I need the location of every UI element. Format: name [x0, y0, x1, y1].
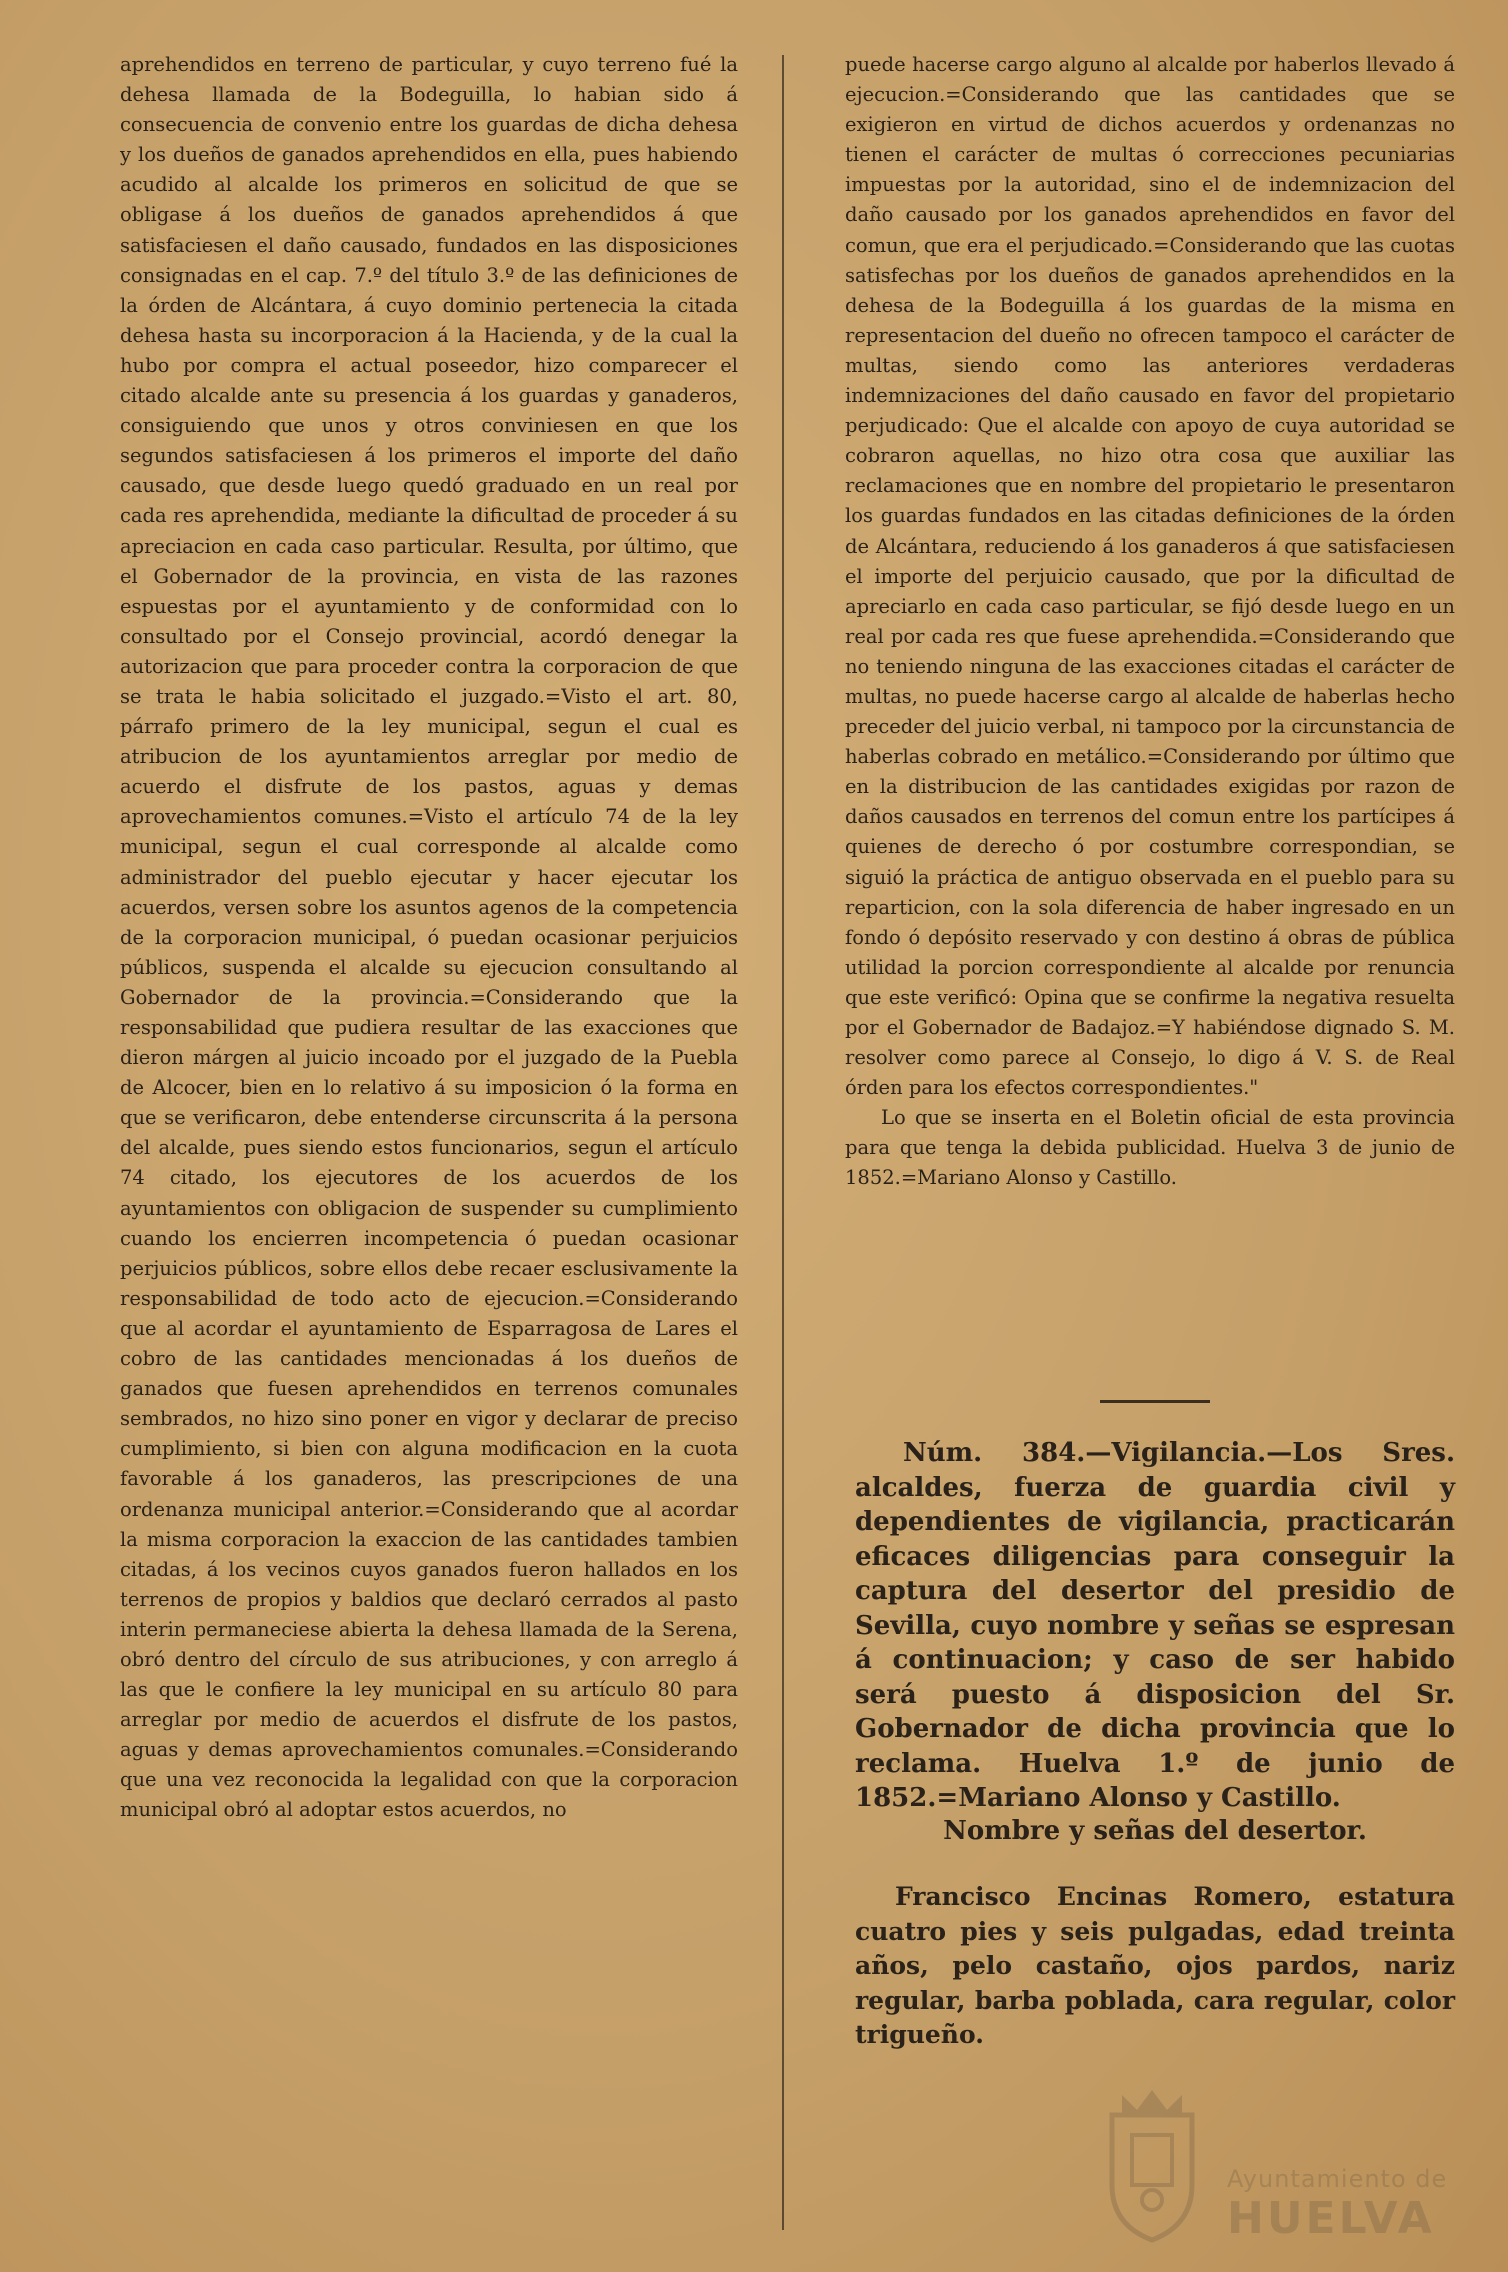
right-column-text: puede hacerse cargo alguno al alcalde por haberlos llevado á ejecucion.=Considerando que las cantidades que se exigieron en virtud de dichos acuerdos y ordenanzas no tienen el carácter de multas ó correcciones pecuniarias impuestas por la autoridad, sino el de indemnizacion del daño causado por los ganados aprehendidos en favor del comun, que era el perjudicado.=Considerando que las cuotas satisfechas por los dueños de ganados aprehendidos en la dehesa de la Bodeguilla á los guardas de la misma en representacion del dueño no ofrecen tampoco el carácter de multas, siendo como las anteriores verdaderas indemnizaciones del daño causado en favor del propietario perjudicado: Que el alcalde con apoyo de cuya autoridad se cobraron aquellas, no hizo otra cosa que auxiliar las reclamaciones que en nombre del propietario le presentaron los guardas fundados en las citadas definiciones de la órden de Alcántara, reduciendo á los ganaderos á que satisfaciesen el importe del perjuicio causado, que por la dificultad de apreciarlo en cada caso particular, se fijó desde luego en un real por cada res que fuese aprehendida.=Considerando que no teniendo ninguna de las exacciones citadas el carácter de multas, no puede hacerse cargo al alcalde de haberlas hecho preceder del juicio verbal, ni tampoco por la circunstancia de haberlas cobrado en metálico.=Considerando por último que en la distribucion de las cantidades exigidas por razon de daños causados en terrenos del comun entre los partícipes á quienes de derecho ó por costumbre correspondian, se siguió la práctica de antiguo observada en el pueblo para su reparticion, con la sola diferencia de haber ingresado en un fondo ó depósito reservado y con destino á obras de pública utilidad la porcion correspondiente al alcalde por renuncia que este verificó: Opina que se confirme la negativa resuelta por el Gobernador de Badajoz.=Y habiéndose dignado S. M. resolver como parece al Consejo, lo digo á V. S. de Real órden para los efectos correspondientes." — [845, 53, 1455, 1100]
column-divider — [782, 55, 784, 2230]
section-rule — [1100, 1400, 1210, 1403]
archive-watermark — [1092, 2075, 1492, 2255]
left-column-text: aprehendidos en terreno de particular, y cuyo terreno fué la dehesa llamada de la Bodeguilla, lo habian sido á consecuencia de convenio entre los guardas de dicha dehesa y los dueños de ganados aprehendidos en ella, pues habiendo acudido al alcalde los primeros en solicitud de que se obligase á los dueños de ganados aprehendidos á que satisfaciesen el daño causado, fundados en las disposiciones consignadas en el cap. 7.º del título 3.º de las definiciones de la órden de Alcántara, á cuyo dominio pertenecia la citada dehesa hasta su incorporacion á la Hacienda, y de la cual la hubo por compra el actual poseedor, hizo comparecer el citado alcalde ante su presencia á los guardas y ganaderos, consiguiendo que unos y otros conviniesen en que los segundos satisfaciesen á los primeros el importe del daño causado, que desde luego quedó graduado en un real por cada res aprehendida, mediante la dificultad de proceder á su apreciacion en cada caso particular. Resulta, por último, que el Gobernador de la provincia, en vista de las razones espuestas por el ayuntamiento y de conformidad con lo consultado por el Consejo provincial, acordó denegar la autorizacion que para proceder contra la corporacion de que se trata le habia solicitado el juzgado.=Visto el art. 80, párrafo primero de la ley municipal, segun el cual es atribucion de los ayuntamientos arreglar por medio de acuerdo el disfrute de los pastos, aguas y demas aprovechamientos comunes.=Visto el artículo 74 de la ley municipal, segun el cual corresponde al alcalde como administrador del pueblo ejecutar y hacer ejecutar los acuerdos, versen sobre los asuntos agenos de la competencia de la corporacion municipal, ó puedan ocasionar perjuicios públicos, suspenda el alcalde su ejecucion consultando al Gobernador de la provincia.=Considerando que la responsabilidad que pudiera resultar de las exacciones que dieron márgen al juicio incoado por el juzgado de la Puebla de Alcocer, bien en lo relativo á su imposicion ó la forma en que se verificaron, debe entenderse circunscrita á la persona del alcalde, pues siendo estos funcionarios, segun el artículo 74 citado, los ejecutores de los acuerdos de los ayuntamientos con obligacion de suspender su cumplimiento cuando los encierren incompetencia ó puedan ocasionar perjuicios públicos, sobre ellos debe recaer esclusivamente la responsabilidad de todo acto de ejecucion.=Considerando que al acordar el ayuntamiento de Esparragosa de Lares el cobro de las cantidades mencionadas á los dueños de ganados que fuesen aprehendidos en terrenos comunales sembrados, no hizo sino poner en vigor y declarar de preciso cumplimiento, si bien con alguna modificacion en la cuota favorable á los ganaderos, las prescripciones de una ordenanza municipal anterior.=Considerando que al acordar la misma corporacion la exaccion de las cantidades tambien citadas, á los vecinos cuyos ganados fueron hallados en los terrenos de propios y baldios que declaró cerrados al pasto interin permaneciese abierta la dehesa llamada de la Serena, obró dentro del círculo de sus atribuciones, y con arreglo á las que le confiere la ley municipal en su artículo 80 para arreglar por medio de acuerdos el disfrute de los pastos, aguas y demas aprovechamientos comunales.=Considerando que una vez reconocida la legalidad con que la corporacion municipal obró al adoptar estos acuerdos, no — [120, 53, 738, 1822]
watermark-line1: Ayuntamiento de — [1227, 2165, 1448, 2193]
closing-note: Lo que se inserta en el Boletin oficial de esta provincia para que tenga la debida publicidad. Huelva 3 de junio de 1852.=Mariano Alonso y Castillo. — [845, 1106, 1455, 1190]
watermark-line2: HUELVA — [1227, 2193, 1435, 2244]
deserter-description: Francisco Encinas Romero, estatura cuatro pies y seis pulgadas, edad treinta años, pelo castaño, ojos pardos, nariz regular, barba poblada, cara regular, color trigueño. — [855, 1882, 1455, 2049]
right-column — [845, 50, 1455, 1194]
city-crest-icon — [1092, 2075, 1212, 2245]
left-column — [120, 50, 738, 1826]
deserter-heading: Nombre y señas del desertor. — [943, 1816, 1367, 1846]
vigilance-notice: Núm. 384.—Vigilancia.—Los Sres. alcaldes, fuerza de guardia civil y dependientes de vigilancia, practicarán eficaces diligencias para conseguir la captura del desertor del presidio de Sevilla, cuyo nombre y señas se espresan á continuacion; y caso de ser habido será puesto á disposicion del Sr. Gobernador de dicha provincia que lo reclama. Huelva 1.º de junio de 1852.=Mariano Alonso y Castillo. — [855, 1438, 1455, 1813]
